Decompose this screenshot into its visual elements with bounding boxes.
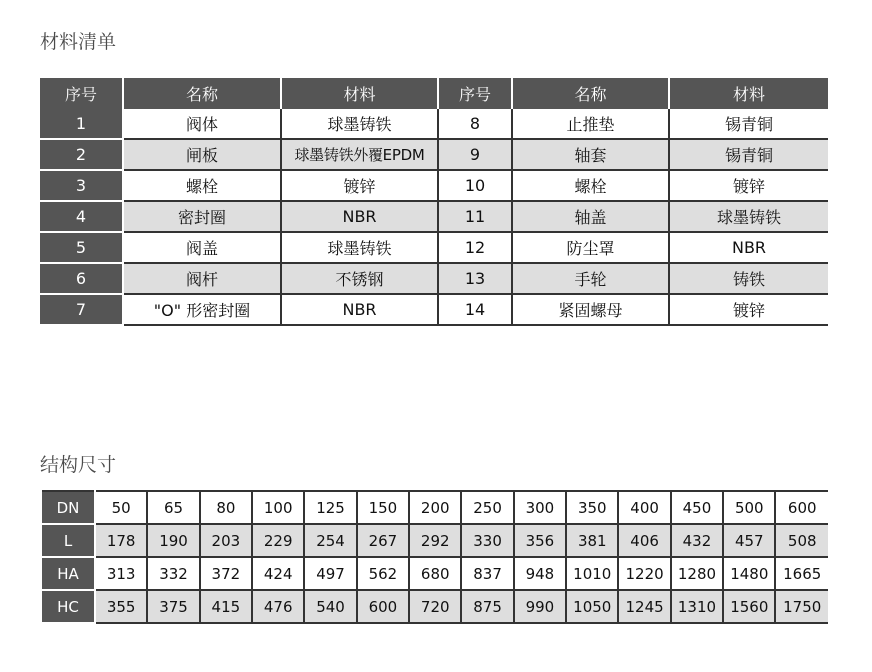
row-index: 6	[40, 263, 123, 294]
part-material: 球墨铸铁	[669, 201, 828, 232]
part-name: "O" 形密封圈	[123, 294, 281, 325]
part-name: 阀杆	[123, 263, 281, 294]
dimension-row-label: HC	[42, 590, 95, 623]
materials-header-row	[40, 78, 828, 109]
table-row	[40, 232, 828, 263]
dimension-value: 250	[461, 491, 513, 524]
header-index: 序号	[438, 78, 512, 109]
dimension-value: 415	[200, 590, 252, 623]
dimension-value: 292	[409, 524, 461, 557]
header-material: 材料	[669, 78, 828, 109]
row-index: 2	[40, 139, 123, 170]
dimension-value: 600	[357, 590, 409, 623]
dimension-value: 1560	[723, 590, 775, 623]
dimension-value: 1750	[775, 590, 828, 623]
dimension-value: 372	[200, 557, 252, 590]
dimension-row	[42, 590, 828, 623]
dimension-value: 254	[304, 524, 356, 557]
header-name: 名称	[512, 78, 669, 109]
dimension-value: 400	[618, 491, 670, 524]
dimension-value: 330	[461, 524, 513, 557]
part-material: 球墨铸铁	[281, 232, 438, 263]
dimension-value: 200	[409, 491, 461, 524]
row-index: 3	[40, 170, 123, 201]
row-index: 11	[438, 201, 512, 232]
part-material: 球墨铸铁外覆EPDM	[281, 139, 438, 170]
dimension-value: 948	[514, 557, 566, 590]
table-row	[40, 109, 828, 139]
dimension-value: 178	[95, 524, 147, 557]
dimension-value: 1480	[723, 557, 775, 590]
dimensions-table	[42, 490, 828, 624]
part-material: 铸铁	[669, 263, 828, 294]
part-name: 紧固螺母	[512, 294, 669, 325]
part-name: 轴盖	[512, 201, 669, 232]
dimension-value: 457	[723, 524, 775, 557]
dimension-row-label: HA	[42, 557, 95, 590]
part-material: NBR	[669, 232, 828, 263]
dimension-value: 229	[252, 524, 304, 557]
row-index: 12	[438, 232, 512, 263]
dimension-value: 1280	[671, 557, 723, 590]
part-name: 密封圈	[123, 201, 281, 232]
dimension-value: 497	[304, 557, 356, 590]
row-index: 8	[438, 109, 512, 139]
dimension-value: 500	[723, 491, 775, 524]
part-name: 防尘罩	[512, 232, 669, 263]
table-row	[40, 139, 828, 170]
dimension-value: 1310	[671, 590, 723, 623]
dimension-value: 267	[357, 524, 409, 557]
dimension-value: 1665	[775, 557, 828, 590]
dimensions-title: 结构尺寸	[40, 454, 117, 476]
part-material: 锡青铜	[669, 139, 828, 170]
dimension-value: 476	[252, 590, 304, 623]
dimension-value: 150	[357, 491, 409, 524]
part-material: 不锈钢	[281, 263, 438, 294]
dimension-value: 1245	[618, 590, 670, 623]
dimension-row	[42, 557, 828, 590]
part-name: 螺栓	[123, 170, 281, 201]
dimension-value: 375	[147, 590, 199, 623]
dimension-value: 203	[200, 524, 252, 557]
dimension-value: 1220	[618, 557, 670, 590]
row-index: 4	[40, 201, 123, 232]
dimension-value: 450	[671, 491, 723, 524]
row-index: 5	[40, 232, 123, 263]
dimension-value: 50	[95, 491, 147, 524]
part-name: 阀盖	[123, 232, 281, 263]
table-row	[40, 263, 828, 294]
dimension-value: 508	[775, 524, 828, 557]
part-name: 轴套	[512, 139, 669, 170]
row-index: 7	[40, 294, 123, 325]
dimension-value: 313	[95, 557, 147, 590]
row-index: 13	[438, 263, 512, 294]
dimension-value: 190	[147, 524, 199, 557]
header-index: 序号	[40, 78, 123, 109]
part-material: 镀锌	[669, 170, 828, 201]
dimension-value: 100	[252, 491, 304, 524]
dimension-value: 600	[775, 491, 828, 524]
row-index: 1	[40, 109, 123, 139]
dimension-value: 381	[566, 524, 618, 557]
row-index: 10	[438, 170, 512, 201]
materials-title: 材料清单	[40, 31, 117, 53]
dimension-row-label: DN	[42, 491, 95, 524]
part-name: 止推垫	[512, 109, 669, 139]
table-row	[40, 201, 828, 232]
part-material: 镀锌	[281, 170, 438, 201]
part-name: 螺栓	[512, 170, 669, 201]
part-material: 镀锌	[669, 294, 828, 325]
row-index: 9	[438, 139, 512, 170]
dimension-value: 332	[147, 557, 199, 590]
dimension-value: 406	[618, 524, 670, 557]
dimension-row	[42, 491, 828, 524]
dimension-value: 80	[200, 491, 252, 524]
dimension-value: 355	[95, 590, 147, 623]
dimension-value: 875	[461, 590, 513, 623]
table-row	[40, 294, 828, 325]
dimension-value: 125	[304, 491, 356, 524]
dimension-value: 65	[147, 491, 199, 524]
materials-table	[40, 78, 828, 326]
part-material: NBR	[281, 201, 438, 232]
part-material: 球墨铸铁	[281, 109, 438, 139]
dimension-row-label: L	[42, 524, 95, 557]
dimension-value: 1010	[566, 557, 618, 590]
dimension-value: 540	[304, 590, 356, 623]
dimension-value: 680	[409, 557, 461, 590]
dimension-row	[42, 524, 828, 557]
header-name: 名称	[123, 78, 281, 109]
dimension-value: 562	[357, 557, 409, 590]
part-material: NBR	[281, 294, 438, 325]
table-row	[40, 170, 828, 201]
row-index: 14	[438, 294, 512, 325]
dimension-value: 300	[514, 491, 566, 524]
part-name: 阀体	[123, 109, 281, 139]
part-name: 手轮	[512, 263, 669, 294]
part-name: 闸板	[123, 139, 281, 170]
dimension-value: 432	[671, 524, 723, 557]
dimension-value: 720	[409, 590, 461, 623]
part-material: 锡青铜	[669, 109, 828, 139]
header-material: 材料	[281, 78, 438, 109]
dimension-value: 990	[514, 590, 566, 623]
dimension-value: 356	[514, 524, 566, 557]
dimension-value: 424	[252, 557, 304, 590]
dimension-value: 837	[461, 557, 513, 590]
dimension-value: 1050	[566, 590, 618, 623]
dimension-value: 350	[566, 491, 618, 524]
